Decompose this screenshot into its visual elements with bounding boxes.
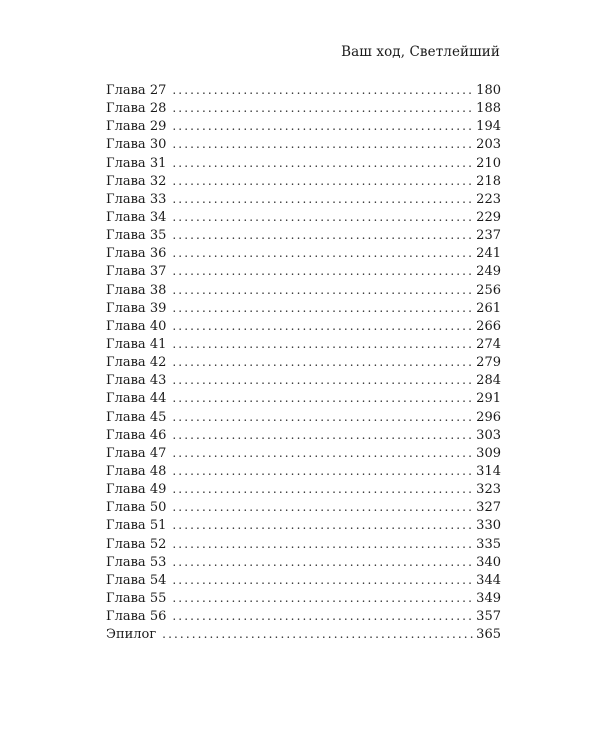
toc-entry-label: Глава 47 [106, 445, 167, 461]
toc-entry-page-number: 323 [476, 482, 501, 498]
toc-entry-label: Глава 46 [106, 427, 167, 443]
dot-leader [172, 299, 475, 317]
dot-leader [172, 190, 475, 208]
dot-leader [172, 444, 475, 462]
toc-entry-label: Глава 33 [106, 191, 167, 207]
toc-entry-label: Глава 53 [106, 554, 167, 570]
toc-entry-page-number: 284 [476, 373, 501, 389]
toc-entry-chapter-30 [106, 135, 501, 153]
toc-entry-page-number: 241 [476, 246, 501, 262]
toc-entry-chapter-51 [106, 516, 501, 534]
toc-entry-epilogue [106, 625, 501, 643]
toc-entry-label: Глава 54 [106, 572, 167, 588]
toc-entry-label: Глава 41 [106, 336, 167, 352]
dot-leader [172, 535, 475, 553]
toc-entry-page-number: 357 [476, 609, 501, 625]
dot-leader [172, 408, 475, 426]
dot-leader [172, 589, 475, 607]
dot-leader [172, 553, 475, 571]
toc-entry-label: Глава 45 [106, 409, 167, 425]
toc-entry-label: Глава 52 [106, 536, 167, 552]
toc-entry-chapter-39 [106, 299, 501, 317]
toc-entry-page-number: 349 [476, 590, 501, 606]
dot-leader [162, 625, 475, 643]
dot-leader [172, 81, 475, 99]
toc-entry-chapter-41 [106, 335, 501, 353]
toc-entry-label: Глава 44 [106, 391, 167, 407]
dot-leader [172, 353, 475, 371]
toc-entry-page-number: 303 [476, 427, 501, 443]
toc-entry-page-number: 335 [476, 536, 501, 552]
toc-entry-label: Глава 51 [106, 518, 167, 534]
dot-leader [172, 281, 475, 299]
toc-entry-chapter-38 [106, 281, 501, 299]
toc-entry-page-number: 210 [476, 155, 501, 171]
toc-entry-page-number: 188 [476, 101, 501, 117]
dot-leader [172, 262, 475, 280]
dot-leader [172, 426, 475, 444]
toc-entry-page-number: 203 [476, 137, 501, 153]
toc-entry-label: Глава 56 [106, 609, 167, 625]
dot-leader [172, 462, 475, 480]
toc-entry-label: Глава 35 [106, 228, 167, 244]
toc-entry-page-number: 256 [476, 282, 501, 298]
toc-entry-label: Глава 49 [106, 482, 167, 498]
toc-entry-label: Глава 27 [106, 83, 167, 98]
toc-entry-page-number: 261 [476, 300, 501, 316]
toc-entry-label: Глава 50 [106, 500, 167, 516]
toc-entry-page-number: 365 [476, 627, 501, 643]
toc-entry-page-number: 279 [476, 355, 501, 371]
toc-entry-chapter-54 [106, 571, 501, 589]
toc-entry-label: Глава 43 [106, 373, 167, 389]
toc-entry-page-number: 180 [476, 83, 501, 98]
dot-leader [172, 117, 475, 135]
toc-entry-chapter-33 [106, 190, 501, 208]
toc-entry-page-number: 327 [476, 500, 501, 516]
toc-entry-label: Глава 31 [106, 155, 167, 171]
toc-entry-label: Глава 28 [106, 101, 167, 117]
toc-entry-chapter-28 [106, 99, 501, 117]
toc-entry-page-number: 274 [476, 336, 501, 352]
toc-entry-chapter-37 [106, 262, 501, 280]
toc-entry-page-number: 330 [476, 518, 501, 534]
toc-entry-chapter-29 [106, 117, 501, 135]
toc-entry-chapter-53 [106, 553, 501, 571]
dot-leader [172, 317, 475, 335]
dot-leader [172, 135, 475, 153]
toc-entry-page-number: 223 [476, 191, 501, 207]
toc-entry-label: Глава 29 [106, 119, 167, 135]
toc-entry-label: Глава 42 [106, 355, 167, 371]
toc-entry-page-number: 249 [476, 264, 501, 280]
table-of-contents [106, 81, 501, 643]
toc-entry-chapter-40 [106, 317, 501, 335]
toc-entry-label: Глава 55 [106, 590, 167, 606]
toc-entry-page-number: 237 [476, 228, 501, 244]
toc-entry-label: Глава 37 [106, 264, 167, 280]
dot-leader [172, 371, 475, 389]
toc-entry-page-number: 194 [476, 119, 501, 135]
toc-entry-label: Глава 40 [106, 318, 167, 334]
dot-leader [172, 335, 475, 353]
toc-entry-chapter-42 [106, 353, 501, 371]
toc-entry-page-number: 314 [476, 463, 501, 479]
dot-leader [172, 172, 475, 190]
toc-entry-chapter-31 [106, 154, 501, 172]
toc-entry-page-number: 340 [476, 554, 501, 570]
toc-entry-page-number: 344 [476, 572, 501, 588]
toc-entry-chapter-36 [106, 244, 501, 262]
dot-leader [172, 244, 475, 262]
toc-entry-chapter-47 [106, 444, 501, 462]
toc-entry-page-number: 291 [476, 391, 501, 407]
toc-entry-chapter-32 [106, 172, 501, 190]
toc-entry-chapter-46 [106, 426, 501, 444]
toc-entry-label: Эпилог [106, 627, 157, 643]
toc-entry-page-number: 309 [476, 445, 501, 461]
toc-entry-chapter-48 [106, 462, 501, 480]
dot-leader [172, 208, 475, 226]
toc-entry-chapter-45 [106, 408, 501, 426]
dot-leader [172, 480, 475, 498]
toc-entry-label: Глава 34 [106, 209, 167, 225]
dot-leader [172, 226, 475, 244]
toc-entry-chapter-43 [106, 371, 501, 389]
toc-entry-label: Глава 38 [106, 282, 167, 298]
toc-entry-label: Глава 36 [106, 246, 167, 262]
toc-entry-page-number: 266 [476, 318, 501, 334]
dot-leader [172, 154, 475, 172]
toc-entry-label: Глава 32 [106, 173, 167, 189]
toc-entry-page-number: 218 [476, 173, 501, 189]
toc-entry-page-number: 229 [476, 209, 501, 225]
toc-entry-chapter-34 [106, 208, 501, 226]
toc-entry-chapter-27 [106, 81, 501, 99]
toc-entry-label: Глава 39 [106, 300, 167, 316]
dot-leader [172, 498, 475, 516]
dot-leader [172, 516, 475, 534]
dot-leader [172, 571, 475, 589]
toc-entry-label: Глава 30 [106, 137, 167, 153]
running-header-title: Ваш ход, Светлейший [341, 44, 500, 60]
toc-entry-chapter-56 [106, 607, 501, 625]
toc-entry-label: Глава 48 [106, 463, 167, 479]
toc-entry-chapter-35 [106, 226, 501, 244]
toc-entry-chapter-50 [106, 498, 501, 516]
dot-leader [172, 99, 475, 117]
toc-entry-chapter-55 [106, 589, 501, 607]
toc-entry-chapter-52 [106, 535, 501, 553]
dot-leader [172, 607, 475, 625]
dot-leader [172, 389, 475, 407]
toc-entry-chapter-49 [106, 480, 501, 498]
toc-entry-chapter-44 [106, 389, 501, 407]
toc-entry-page-number: 296 [476, 409, 501, 425]
